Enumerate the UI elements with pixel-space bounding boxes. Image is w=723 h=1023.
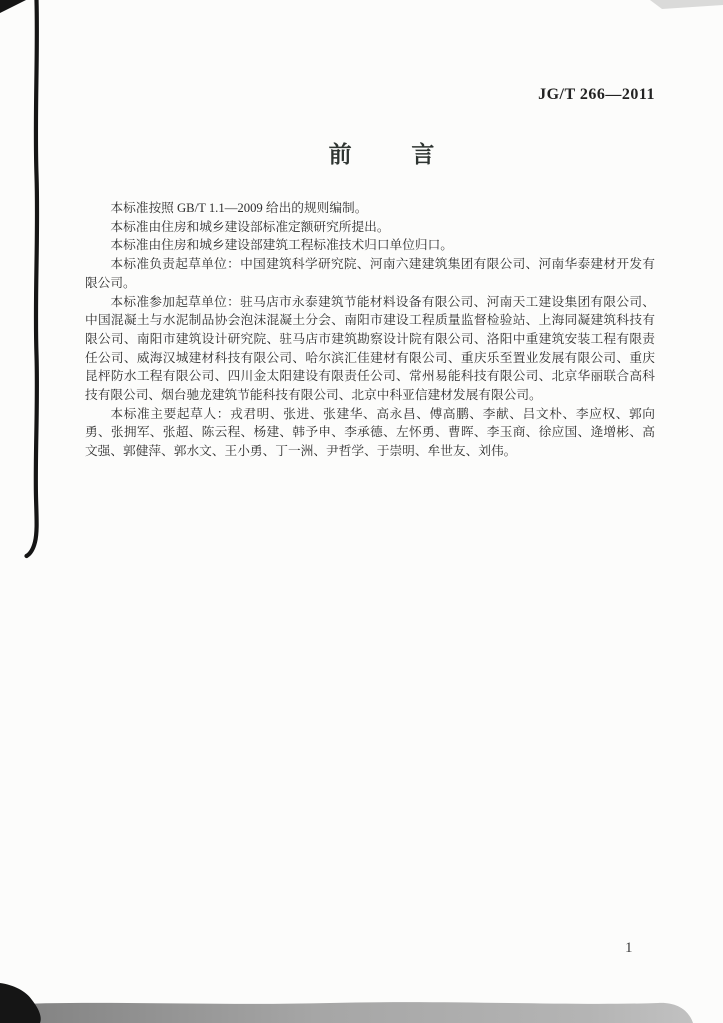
document-title-text: 前言: [328, 142, 495, 167]
document-header: [85, 87, 655, 103]
scan-artifact-bottom-left-blob: [0, 983, 41, 1023]
scan-artifact-top-right-smear: [650, 0, 723, 9]
foreword-paragraph-chief-drafters: 本标准主要起草人：戎君明、张进、张建华、高永昌、傅高鹏、李献、吕文朴、李应权、郭向勇、张拥军、张超、陈云程、杨建、韩予申、李承德、左怀勇、曹晖、李玉商、徐应国、逄增彬、高文强、郭健萍、郭水文、王小勇、丁一洲、尹哲学、于崇明、牟世友、刘伟。: [85, 406, 655, 459]
scan-artifact-left-edge-line: [27, 0, 38, 556]
foreword-body: [85, 199, 655, 461]
foreword-paragraph-centralized-by: 本标准由住房和城乡建设部建筑工程标准技术归口单位归口。: [110, 238, 453, 253]
foreword-paragraph-participating-units: 本标准参加起草单位：驻马店市永泰建筑节能材料设备有限公司、河南天工建设集团有限公司、中国混凝土与水泥制品协会泡沫混凝土分会、南阳市建设工程质量监督检验站、上海同凝建筑科技有限公司、南阳市建筑设计研究院、驻马店市建筑勘察设计院有限公司、洛阳中重建筑安装工程有限责任公司、威海汉城建材科技有限公司、哈尔滨汇佳建材有限公司、重庆乐至置业发展有限公司、重庆昆枰防水工程有限公司、四川金太阳建设有限责任公司、常州易能科技有限公司、北京华丽联合高科技有限公司、烟台驰龙建筑节能科技有限公司、北京中科亚信建材发展有限公司。: [85, 294, 655, 403]
standard-code: JG/T 266—2011: [538, 86, 655, 103]
page-number: 1: [625, 940, 633, 956]
document-title: [40, 142, 723, 167]
scan-artifact-bottom-band: [0, 1002, 693, 1023]
foreword-paragraph-proposed-by: 本标准由住房和城乡建设部标准定额研究所提出。: [110, 219, 390, 234]
foreword-paragraph-chief-drafting-units: 本标准负责起草单位：中国建筑科学研究院、河南六建建筑集团有限公司、河南华泰建材开发有限公司。: [85, 257, 655, 290]
scan-artifact-top-left-corner: [0, 0, 26, 13]
foreword-paragraph-rules: 本标准按照 GB/T 1.1—2009 给出的规则编制。: [110, 201, 368, 215]
